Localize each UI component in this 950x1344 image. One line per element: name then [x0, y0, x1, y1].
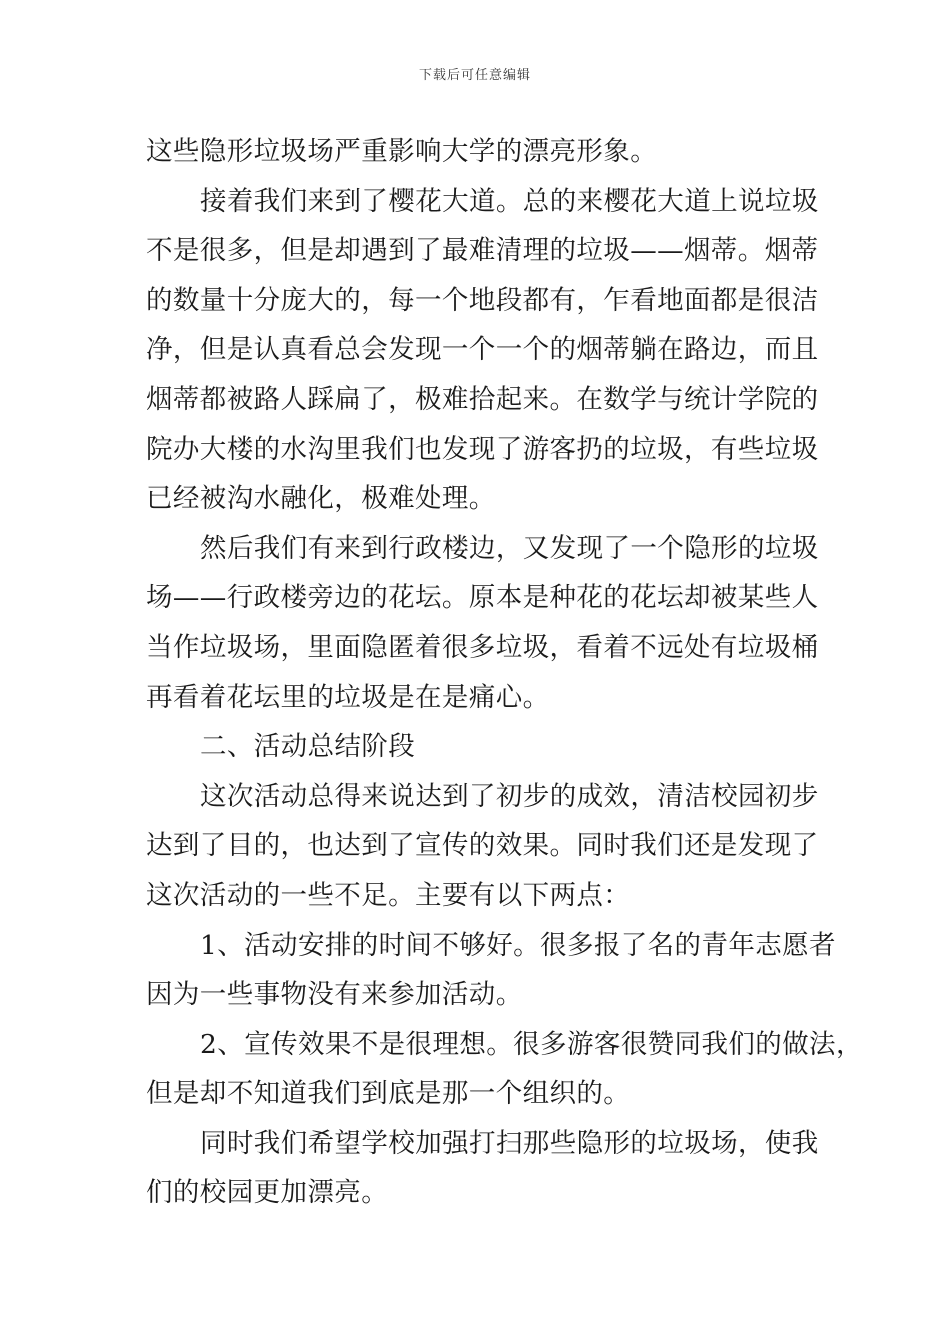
- text-line: 已经被沟水融化，极难处理。: [146, 483, 496, 515]
- text-line: 烟蒂都被路人踩扁了，极难拾起来。在数学与统计学院的: [146, 383, 819, 415]
- text-line: 接着我们来到了樱花大道。总的来樱花大道上说垃圾: [200, 185, 819, 217]
- paragraph: [146, 127, 818, 177]
- paragraph: [146, 722, 818, 772]
- document-body: [146, 127, 863, 1218]
- page-header: 下载后可任意编辑: [418, 68, 531, 83]
- text-line: 同时我们希望学校加强打扫那些隐形的垃圾场，使我: [200, 1127, 819, 1159]
- text-line: 达到了目的，也达到了宣传的效果。同时我们还是发现了: [146, 830, 819, 862]
- text-line: 院办大楼的水沟里我们也发现了游客扔的垃圾，有些垃圾: [146, 433, 819, 465]
- text-line: 这次活动总得来说达到了初步的成效，清洁校园初步: [200, 780, 819, 812]
- text-line: 1、活动安排的时间不够好。很多报了名的青年志愿者: [200, 929, 836, 961]
- paragraph: [146, 772, 818, 921]
- text-line: 这次活动的一些不足。主要有以下两点：: [146, 879, 631, 911]
- text-line: 再看着花坛里的垃圾是在是痛心。: [146, 681, 550, 713]
- text-line: 然后我们有来到行政楼边，又发现了一个隐形的垃圾: [200, 532, 819, 564]
- text-line: 2、宣传效果不是很理想。很多游客很赞同我们的做法，: [200, 1028, 863, 1060]
- text-line: 这些隐形垃圾场严重影响大学的漂亮形象。: [146, 136, 658, 167]
- text-line: 不是很多，但是却遇到了最难清理的垃圾——烟蒂。烟蒂: [146, 235, 819, 267]
- text-line: 当作垃圾场，里面隐匿着很多垃圾，看着不远处有垃圾桶: [146, 631, 819, 663]
- paragraph: [146, 1020, 863, 1119]
- text-line: 二、活动总结阶段: [200, 731, 416, 763]
- text-line: 但是却不知道我们到底是那一个组织的。: [146, 1078, 631, 1110]
- paragraph: [146, 177, 818, 524]
- paragraph: [146, 524, 818, 722]
- text-line: 的数量十分庞大的，每一个地段都有，乍看地面都是很洁: [146, 284, 819, 316]
- text-line: 们的校园更加漂亮。: [146, 1177, 389, 1209]
- paragraph: [146, 1119, 818, 1218]
- text-line: 净，但是认真看总会发现一个一个的烟蒂躺在路边，而且: [146, 334, 819, 366]
- text-line: 因为一些事物没有来参加活动。: [146, 979, 523, 1011]
- text-line: 场——行政楼旁边的花坛。原本是种花的花坛却被某些人: [146, 582, 819, 614]
- paragraph: [146, 921, 836, 1020]
